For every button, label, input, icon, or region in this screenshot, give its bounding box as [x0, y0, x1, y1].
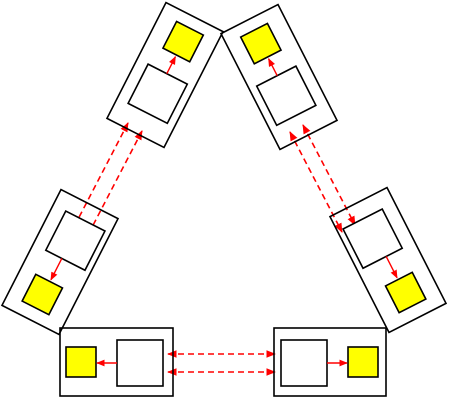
- yellow-box: [66, 347, 96, 377]
- yellow-box: [348, 347, 378, 377]
- white-box: [281, 340, 327, 386]
- white-box: [117, 340, 163, 386]
